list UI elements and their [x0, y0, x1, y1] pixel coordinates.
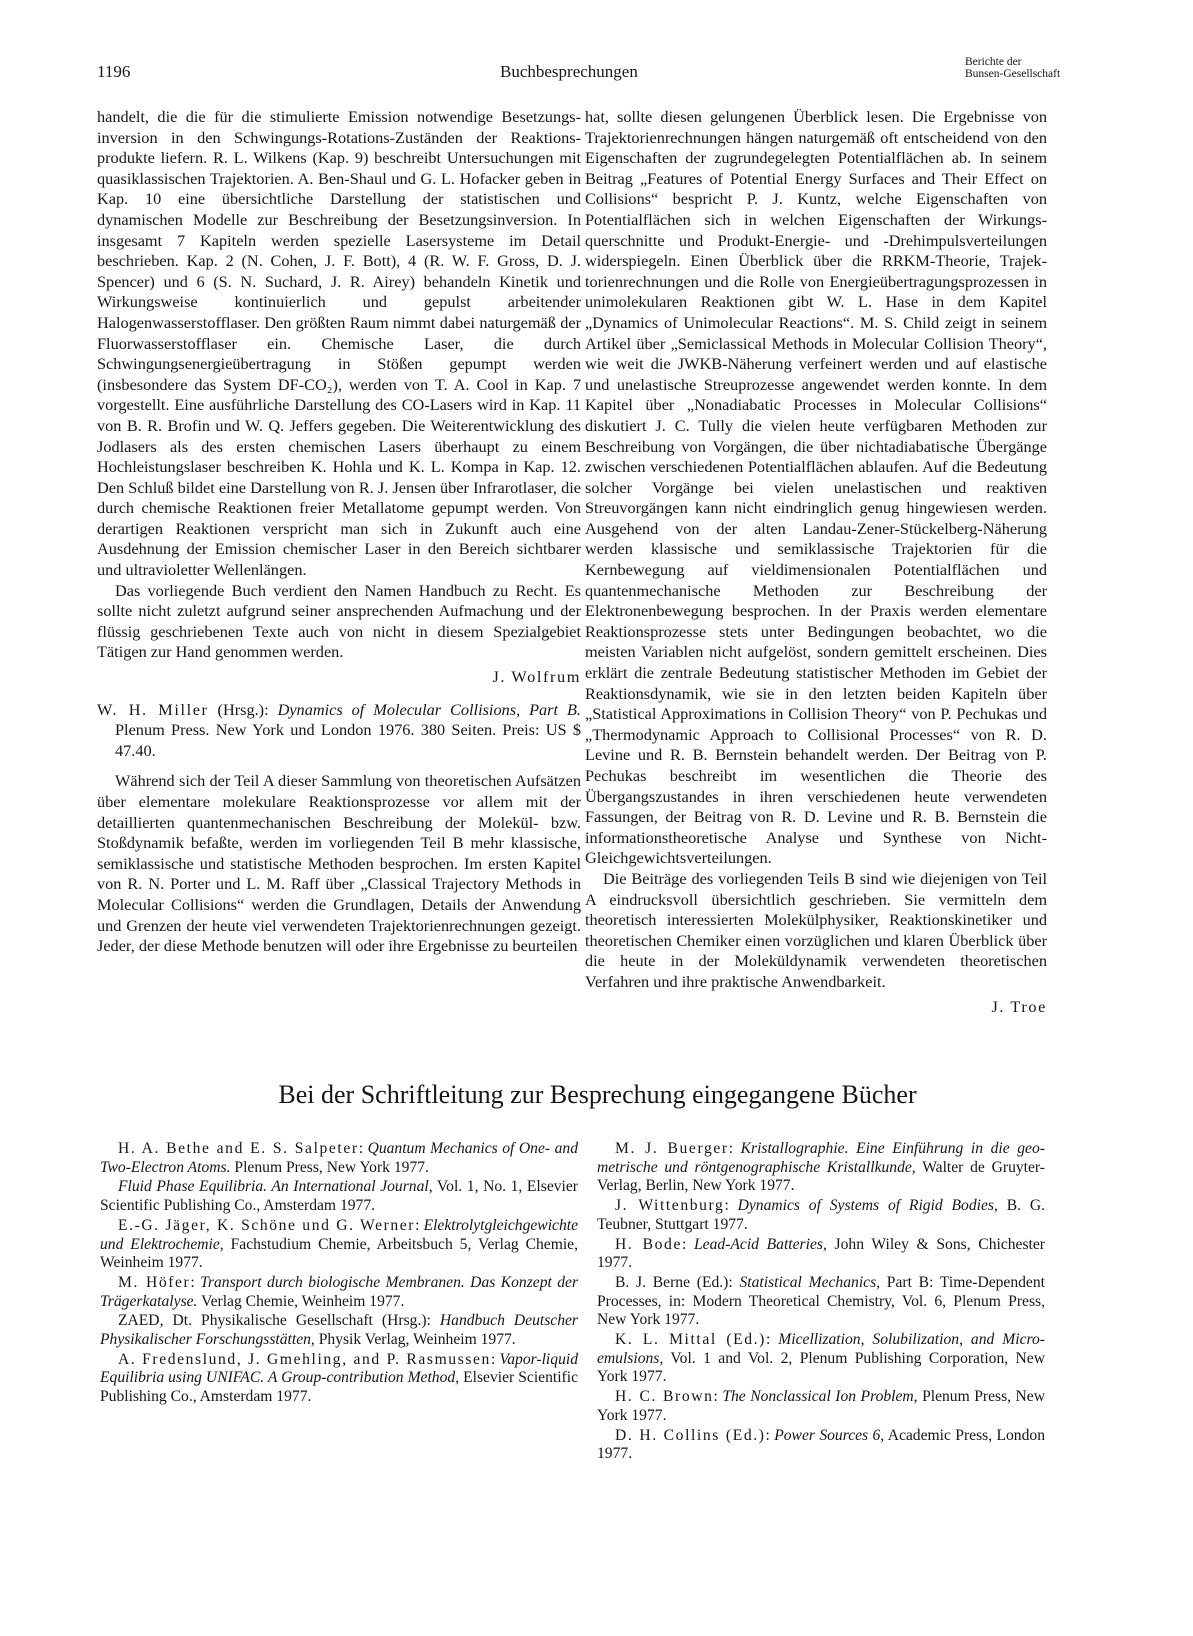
book-entry: M. Höfer: Transport durch biologische Membranen. Das Konzept der Trägerkatalyse. Verlag Chemie, Weinheim 1977. — [100, 1273, 579, 1310]
book-entry: H. Bode: Lead-Acid Batteries, John Wiley & Sons, Chichester 1977. — [597, 1235, 1045, 1272]
book-entry-title: Quantum Mechanics of One- and Two-Electron Atoms. — [100, 1140, 579, 1176]
book-entry: ZAED, Dt. Physikalische Gesellschaft (Hrsg.): Handbuch Deutscher Physikalischer Forschungsstätten, Physik Verlag, Weinheim 1977. — [100, 1312, 578, 1349]
book-entry-author: H. Bode — [615, 1235, 682, 1253]
journal-name-line2: Bunsen-Gesellschaft — [965, 68, 1061, 80]
book-entry-title: Kristallographie. Eine Einführung in die geometrische und röntgenographische Kristallkunde, — [597, 1140, 1045, 1176]
right-column — [585, 107, 1047, 1027]
book-title: Dynamics of Molecular Collisions, Part B. — [277, 699, 582, 719]
book-entry-publisher: Part B: Time-Dependent Processes, in: Modern Theoretical Chemistry, Vol. 6, Plenum Press, New York 1977. — [597, 1273, 1045, 1329]
journal-name — [965, 56, 1060, 80]
book-entry — [100, 1178, 578, 1215]
book-entry-title: Dynamics of Systems of Rigid Bodies, — [737, 1197, 998, 1215]
book-entry-title: Micellization, Solubilization, and Microemulsions, — [597, 1331, 1045, 1367]
page-number: 1196 — [97, 62, 131, 81]
journal-name-line1: Berichte der — [965, 56, 1022, 68]
book-entry-publisher: B. G. Teubner, Stuttgart 1977. — [597, 1197, 1045, 1233]
reviewer-signature — [585, 997, 1047, 1018]
book-entry-author: A. Fredenslund, J. Gmehling, and P. Rasmussen — [118, 1350, 491, 1368]
book-entry: B. J. Berne (Ed.): Statistical Mechanics, Part B: Time-Dependent Processes, in: Modern Theoretical Chemistry, Vol. 6, Plenum Press, New York 1977. — [597, 1273, 1045, 1329]
book-entry-title: Handbuch Deutscher Physikalischer Forschungsstätten, — [100, 1312, 578, 1349]
review-paragraph: hat, sollte diesen gelungenen Überblick lesen. Die Ergebnisse von Trajektorienrechnungen hängen naturgemäß oft entscheidend von den Eigenschaften der zugrundegelegten Potentialflächen ab. In seinem Beitrag „Features of Potential Energy Surfaces and Their Effect on Collisions“ bespricht P. J. Kuntz, welche Eigenschaften von Potentialflächen sich in welchen Eigenschaften der Wirkungsquerschnitte und Produkt-Energie- und -Drehimpulsverteilungen widerspiegeln. Einen Überblick über die RRKM-Theorie, Trajektorienrechnungen und die Rolle von Energieübertragungsprozessen in unimolekularen Reaktionen gibt W. L. Hase in dem Kapitel „Dynamics of Unimolecular Reactions“. M. S. Child zeigt in seinem Artikel über „Semiclassical Methods in Molecular Collision Theory“, wie weit die JWKB-Näherung verfeinert werden und auf elastische und unelastische Streuprozesse angewendet werden konnte. In dem Kapitel über „Nonadiabatic Processes in Molecular Collisions“ diskutiert J. C. Tully die vielen heute verfügbaren Methoden zur Beschreibung von Vorgängen, die über nichtadiabatische Übergänge zwischen verschiedenen Potentialflächen ablaufen. Auf die Bedeutung solcher Vorgänge bei vielen unelastischen und reaktiven Streuvorgängen kann nicht eindringlich genug hingewiesen werden. Ausgehend von der alten Landau-Zener-Stückelberg-Näherung werden klassische und semiklassische Trajektorien für die Kernbewegung auf vieldimensionalen Potentialflächen und quantenmechanische Methoden zur Beschreibung der Elektronenbewegung besprochen. In der Praxis werden elementare Reaktionsprozesse stets unter Bedingungen beobachtet, wo die meisten Variablen nicht aufgelöst, sondern gemittelt erscheinen. Dies erklärt die zentrale Bedeutung statistischer Methoden im Gebiet der Reaktionsdynamik, wie sie in den letzten beiden Kapiteln über „Statistical Approximations in Collision Theory“ von P. Pechukas und „Thermodynamic Approach to Collisional Processes“ von R. D. Levine und R. B. Bernstein behandelt werden. Der Beitrag von P. Pechukas beschreibt im wesentlichen die Theorie des Übergangszustandes in ihren verschiedenen heute verwendeten Fassungen, der Beitrag von R. D. Levine und R. B. Bernstein die informationstheoretische Analyse und Synthese von NichtGleichgewichtsverteilungen. — [585, 107, 1047, 868]
book-entry-title: Transport durch biologische Membranen. Das Konzept der Trägerkatalyse. — [100, 1273, 579, 1310]
book-entry-title: Power Sources 6, — [774, 1426, 885, 1444]
books-list-right — [597, 1140, 1045, 1465]
book-entry-author: E.-G. Jäger, K. Schöne und G. Werner — [118, 1216, 416, 1234]
book-role: (Hrsg.): — [208, 699, 278, 719]
book-publisher: Plenum Press. New York und London 1976. 380 Seiten. Preis: US $ 47.40. — [115, 720, 581, 760]
book-entry-publisher: Plenum Press, New York 1977. — [230, 1158, 429, 1176]
book-entry-title: The Nonclassical Ion Problem, — [722, 1388, 918, 1406]
book-entry: H. A. Bethe and E. S. Salpeter: Quantum Mechanics of One- and Two-Electron Atoms. Plenum Press, New York 1977. — [100, 1140, 579, 1176]
books-list-left — [100, 1140, 578, 1408]
running-header: Buchbesprechungen — [500, 62, 638, 81]
book-author: W. H. Miller — [97, 699, 209, 719]
review-paragraph: handelt, die die für die stimulierte Emission notwendige Besetzungsinversion in den Schwingungs-Rotations-Zuständen der Reaktionsprodukte liefern. R. L. Wilkens (Kap. 9) beschreibt Untersuchungen mit quasiklassischen Trajektorien. A. Ben-Shaul und G. L. Hofacker geben in Kap. 10 eine übersichtliche Darstellung der statistischen und dynamischen Modelle zur Beschreibung der Besetzungsinversion. In insgesamt 7 Kapiteln werden spezielle Lasersysteme im Detail beschrieben. Kap. 2 (N. Cohen, J. F. Bott), 4 (R. W. F. Gross, D. J. Spencer) und 6 (S. N. Suchard, J. R. Airey) behandeln Kinetik und Wirkungsweise kontinuierlich und gepulst arbeitender Halogenwasserstofflaser. Den größten Raum nimmt dabei naturgemäß der Fluorwasserstofflaser ein. Chemische Laser, die durch Schwingungsenergieübertragung in Stößen gepumpt werden (insbesondere das System DF-CO₂), werden von T. A. Cool in Kap. 7 vorgestellt. Eine ausführliche Darstellung des CO-Lasers wird in Kap. 11 von B. R. Brofin und W. Q. Jeffers gegeben. Die Weiterentwicklung des Jodlasers als des ersten chemischen Lasers überhaupt zu einem Hochleistungslaser beschreiben K. Hohla und K. L. Kompa in Kap. 12. Den Schluß bildet eine Darstellung von R. J. Jensen über Infrarotlaser, die durch chemische Reaktionen freier Metallatome gepumpt werden. Von derartigen Reaktionen verspricht man sich in Zukunft auch eine Ausdehnung der Emission chemischer Laser in den Bereich sichtbarer und ultravioletter Wellenlängen. — [97, 107, 581, 580]
book-citation — [97, 700, 581, 762]
book-entry-title: Statistical Mechanics, — [739, 1273, 881, 1291]
book-entry-author: B. J. Berne (Ed.) — [615, 1273, 729, 1291]
left-column — [97, 107, 581, 957]
book-entry-publisher: Fachstudium Chemie, Arbeitsbuch 5, Verlag Chemie, Weinheim 1977. — [100, 1235, 578, 1272]
book-entry-author: J. Wittenburg — [615, 1197, 725, 1215]
book-entry-title: Lead-Acid Batteries, — [694, 1235, 827, 1253]
book-entry: A. Fredenslund, J. Gmehling, and P. Rasmussen: Vapor-liquid Equilibria using UNIFAC. A Group-contribution Method, Elsevier Scientific Publishing Co., Amsterdam 1977. — [100, 1350, 578, 1406]
book-entry-publisher: Academic Press, London 1977. — [597, 1426, 1045, 1463]
reviewer-name: J. Troe — [991, 996, 1047, 1016]
book-entry-publisher: Vol. 1 and Vol. 2, Plenum Publishing Corporation, New York 1977. — [597, 1349, 1045, 1386]
reviewer-name: J. Wolfrum — [492, 667, 581, 687]
review-paragraph: Während sich der Teil A dieser Sammlung von theoretischen Aufsätzen über elementare molekulare Reaktionsprozesse vor allem mit der detaillierten quantenmechanischen Beschreibung der Molekül- bzw. Stoßdynamik befaßte, werden im vorliegenden Teil B mehr klassische, semiklassische und statistische Methoden besprochen. Im ersten Kapitel von R. N. Porter und L. M. Raff über „Classical Trajectory Methods in Molecular Collisions“ werden die Grundlagen, Details der Anwendung und Grenzen der heute viel verwendeten Trajektorienrechnungen gezeigt. Jeder, der diese Methode benutzen will oder ihre Ergebnisse zu beurteilen — [97, 771, 581, 956]
book-entry: E.-G. Jäger, K. Schöne und G. Werner: Elektrolytgleichgewichte und Elektrochemie, Fachstudium Chemie, Arbeitsbuch 5, Verlag Chemie, Weinheim 1977. — [100, 1216, 578, 1272]
book-entry-author: ZAED, Dt. Physikalische Gesellschaft (Hrsg.) — [118, 1312, 427, 1330]
book-entry: J. Wittenburg: Dynamics of Systems of Rigid Bodies, B. G. Teubner, Stuttgart 1977. — [597, 1197, 1045, 1233]
book-entry-author: M. Höfer — [118, 1273, 191, 1291]
book-entry-publisher: Physik Verlag, Weinheim 1977. — [314, 1331, 516, 1349]
book-entry-title: Fluid Phase Equilibria. An International Journal, — [118, 1178, 433, 1196]
book-entry-title: Vapor-liquid Equilibria using UNIFAC. A Group-contribution Method, — [100, 1350, 578, 1387]
book-entry-publisher: Verlag Chemie, Weinheim 1977. — [197, 1292, 405, 1310]
review-paragraph: Das vorliegende Buch verdient den Namen Handbuch zu Recht. Es sollte nicht zuletzt aufgrund seiner ansprechenden Aufmachung und der flüssig geschriebenen Texte auch von nicht in diesem Spezialgebiet Tätigen zur Hand genommen werden. — [97, 580, 581, 662]
book-entry-publisher: John Wiley & Sons, Chichester 1977. — [597, 1235, 1045, 1272]
book-entry-author: K. L. Mittal (Ed.) — [615, 1331, 766, 1349]
book-entry: H. C. Brown: The Nonclassical Ion Problem, Plenum Press, New York 1977. — [597, 1388, 1045, 1424]
book-entry-publisher: Walter de Gruyter-Verlag, Berlin, New York 1977. — [597, 1158, 1045, 1195]
review-paragraph: Die Beiträge des vorliegenden Teils B sind wie diejenigen von Teil A eindrucksvoll übersichtlich geschrieben. Sie vermitteln dem theoretisch interessierten Molekülphysiker, Reaktionskinetiker und theoretischen Chemiker einen vorzüglichen und klaren Überblick über die heute in der Moleküldynamik verwendeten theoretischen Verfahren und ihre praktische Anwendbarkeit. — [585, 868, 1047, 991]
book-entry-author: M. J. Buerger — [615, 1140, 729, 1157]
book-entry-title: Elektrolytgleichgewichte und Elektrochemie, — [100, 1216, 578, 1253]
book-entry-publisher: Elsevier Scientific Publishing Co., Amsterdam 1977. — [100, 1369, 578, 1406]
book-entry-author: H. A. Bethe and E. S. Salpeter — [118, 1140, 359, 1157]
book-entry-publisher: Vol. 1, No. 1, Elsevier Scientific Publishing Co., Amsterdam 1977. — [100, 1178, 578, 1215]
book-entry: M. J. Buerger: Kristallographie. Eine Einführung in die geometrische und röntgenographische Kristallkunde, Walter de Gruyter-Verlag, Berlin, New York 1977. — [597, 1140, 1045, 1195]
book-entry-author: H. C. Brown — [615, 1388, 714, 1406]
book-entry-publisher: Plenum Press, New York 1977. — [597, 1388, 1045, 1424]
book-entry-author: D. H. Collins (Ed.) — [615, 1426, 766, 1444]
book-entry: K. L. Mittal (Ed.): Micellization, Solubilization, and Microemulsions, Vol. 1 and Vol. 2, Plenum Publishing Corporation, New York 1977. — [597, 1331, 1045, 1386]
book-entry: D. H. Collins (Ed.): Power Sources 6, Academic Press, London 1977. — [597, 1426, 1045, 1463]
reviewer-signature — [97, 667, 581, 688]
books-received-heading: Bei der Schriftleitung zur Besprechung eingegangene Bücher — [278, 1080, 917, 1109]
